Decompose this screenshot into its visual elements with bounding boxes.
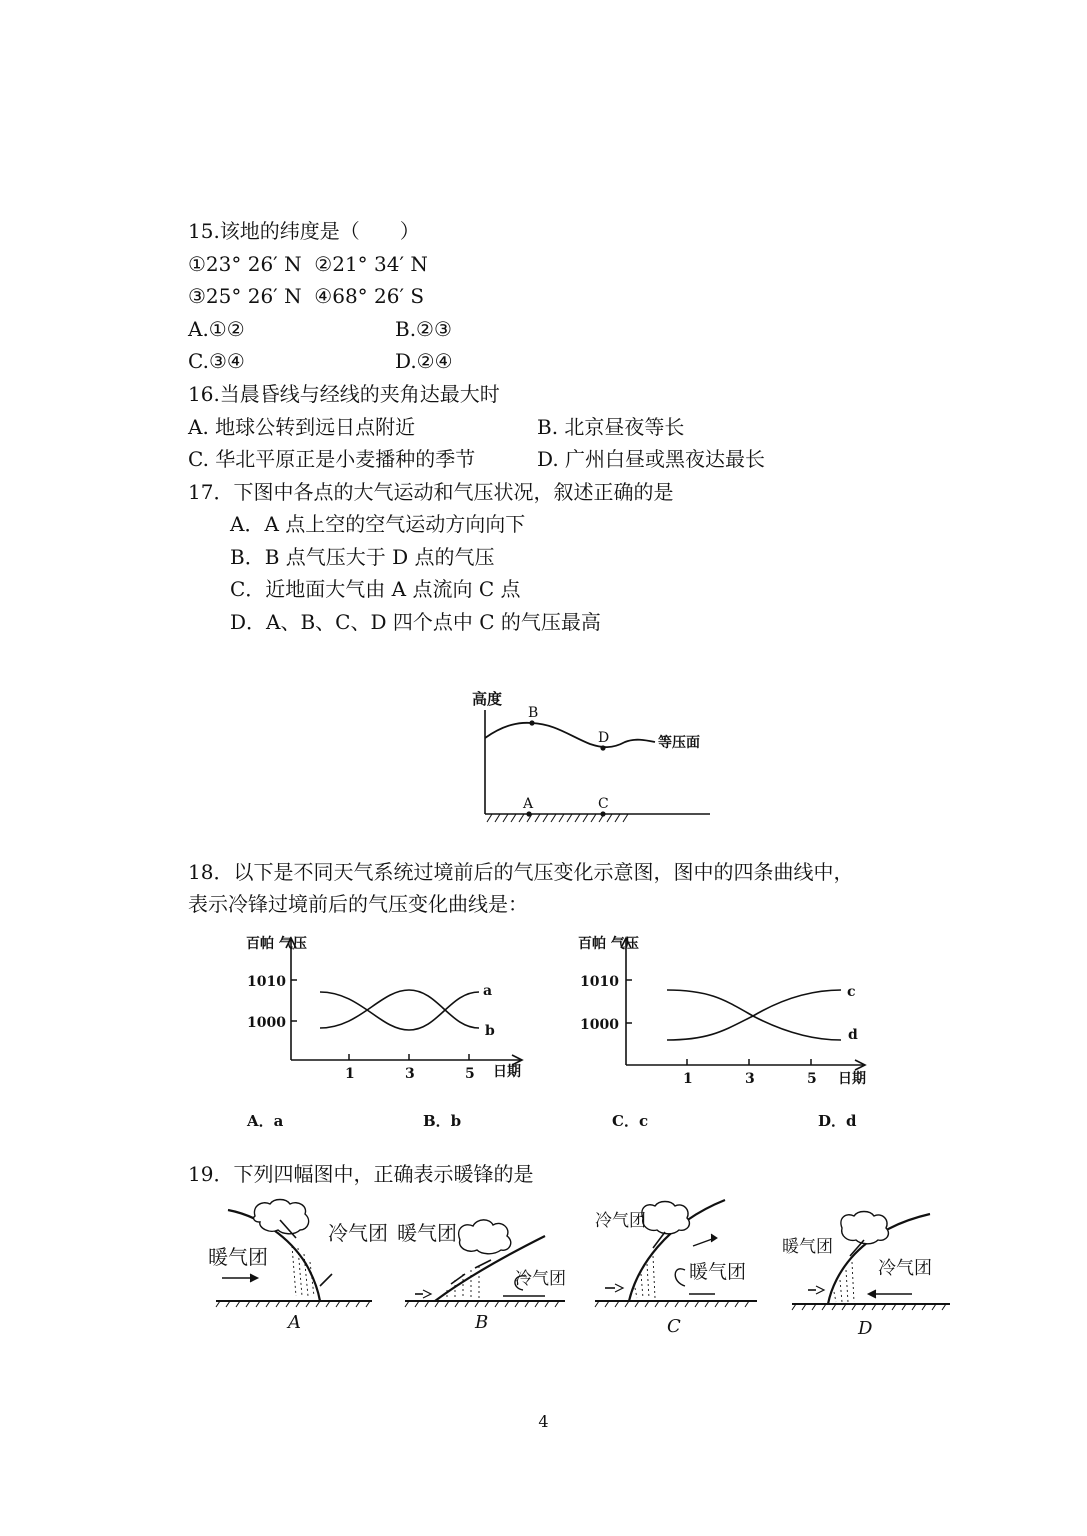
chart-right-xlabel: 日期: [838, 1071, 866, 1087]
arrow-cold-icon: [320, 1274, 332, 1286]
point-d-label: D: [598, 730, 610, 746]
q15-option-a: A.①②: [188, 317, 245, 341]
diagram-c-label: C: [667, 1316, 681, 1337]
q18-option-c: C．c: [612, 1112, 649, 1130]
q15-option-d: D.②④: [395, 349, 453, 373]
chart-left-ytick-1010: 1010: [247, 974, 286, 990]
isobaric-curve: [485, 723, 655, 747]
cloud-icon: [642, 1202, 690, 1234]
q16-option-a: A. 地球公转到远日点附近: [188, 415, 416, 439]
point-a-marker: [526, 811, 531, 816]
cloud-icon: [254, 1200, 309, 1234]
chart-left-xtick-5: 5: [465, 1066, 475, 1082]
point-c-marker: [600, 811, 605, 816]
warm-air-label: 暖气团: [208, 1245, 268, 1269]
q18-option-b: B．b: [423, 1112, 462, 1130]
q17-option-d: D．A、B、C、D 四个点中 C 的气压最高: [230, 610, 601, 634]
chart-right-xtick-5: 5: [807, 1071, 817, 1087]
q18-stem-line2: 表示冷锋过境前后的气压变化曲线是：: [188, 892, 528, 916]
q15-option-b: B.②③: [395, 317, 452, 341]
warm-air-label: 暖气团: [397, 1221, 457, 1245]
chart-right-ylabel: 百帕 气压: [578, 936, 639, 952]
chart-left-xtick-3: 3: [405, 1066, 415, 1082]
curve-c: [667, 990, 841, 1040]
chart-left-ylabel: 百帕 气压: [246, 936, 307, 952]
arrow-warm-icon: [675, 1269, 685, 1286]
warm-air-label: 暖气团: [689, 1261, 747, 1283]
diagram-b-label: B: [475, 1312, 489, 1333]
diagram-d-label: D: [858, 1318, 873, 1339]
point-b-marker: [529, 720, 534, 725]
pressure-chart-right: [575, 930, 885, 1085]
q19-stem: 19．下列四幅图中，正确表示暖锋的是: [188, 1162, 534, 1186]
q18-option-d: D．d: [818, 1112, 857, 1130]
cold-air-label: 冷气团: [595, 1211, 646, 1231]
chart-left-ytick-1000: 1000: [247, 1015, 286, 1031]
curve-c-label: c: [847, 984, 856, 1000]
diagram-a-label: A: [288, 1312, 301, 1333]
curve-a: [320, 992, 479, 1030]
chart-right-xtick-3: 3: [745, 1071, 755, 1087]
point-d-marker: [600, 745, 605, 750]
isobar-label: 等压面: [658, 735, 700, 751]
cold-air-label: 冷气团: [328, 1221, 388, 1245]
curve-d-label: d: [848, 1027, 858, 1043]
q16-option-c: C. 华北平原正是小麦播种的季节: [188, 447, 476, 471]
curve-a-label: a: [483, 983, 493, 999]
chart-right-xtick-1: 1: [683, 1071, 693, 1087]
front-diagram-a: [200, 1198, 388, 1338]
q15-items-line2: ③25° 26′ N ④68° 26′ S: [188, 284, 425, 308]
front-diagram-b: [395, 1198, 575, 1338]
isobar-figure: [460, 680, 730, 830]
q15-option-c: C.③④: [188, 349, 245, 373]
q16-option-b: B. 北京昼夜等长: [537, 415, 685, 439]
point-a-label: A: [523, 796, 534, 812]
page-number: 4: [538, 1412, 549, 1431]
q18-option-a: A．a: [247, 1112, 284, 1130]
cloud-icon: [459, 1220, 511, 1254]
cold-air-label: 冷气团: [515, 1269, 566, 1289]
cold-air-label: 冷气团: [878, 1258, 932, 1279]
q17-option-c: C．近地面大气由 A 点流向 C 点: [230, 577, 521, 601]
q15-items-line1: ①23° 26′ N ②21° 34′ N: [188, 252, 428, 276]
q16-option-d: D. 广州白昼或黑夜达最长: [537, 447, 766, 471]
warm-air-label: 暖气团: [782, 1237, 833, 1257]
front-diagram-c: [585, 1198, 765, 1338]
point-b-label: B: [528, 705, 539, 721]
q17-option-a: A．A 点上空的空气运动方向向下: [230, 512, 526, 536]
q16-stem: 16.当晨昏线与经线的夹角达最大时: [188, 382, 500, 406]
chart-left-xtick-1: 1: [345, 1066, 355, 1082]
pressure-chart-left: [240, 930, 545, 1080]
point-c-label: C: [598, 796, 609, 812]
q15-stem: 15.该地的纬度是（ ）: [188, 219, 420, 243]
cloud-icon: [841, 1212, 889, 1244]
chart-right-ytick-1000: 1000: [580, 1017, 619, 1033]
curve-b: [320, 990, 479, 1028]
q17-option-b: B．B 点气压大于 D 点的气压: [230, 545, 495, 569]
curve-b-label: b: [485, 1023, 495, 1039]
q18-stem-line1: 18．以下是不同天气系统过境前后的气压变化示意图，图中的四条曲线中，: [188, 860, 854, 884]
q17-stem: 17．下图中各点的大气运动和气压状况，叙述正确的是: [188, 480, 674, 504]
front-diagram-d: [780, 1198, 955, 1338]
figure-ylabel: 高度: [472, 690, 503, 708]
ground-hatching: [487, 814, 628, 822]
chart-right-ytick-1010: 1010: [580, 974, 619, 990]
chart-left-xlabel: 日期: [493, 1064, 521, 1080]
